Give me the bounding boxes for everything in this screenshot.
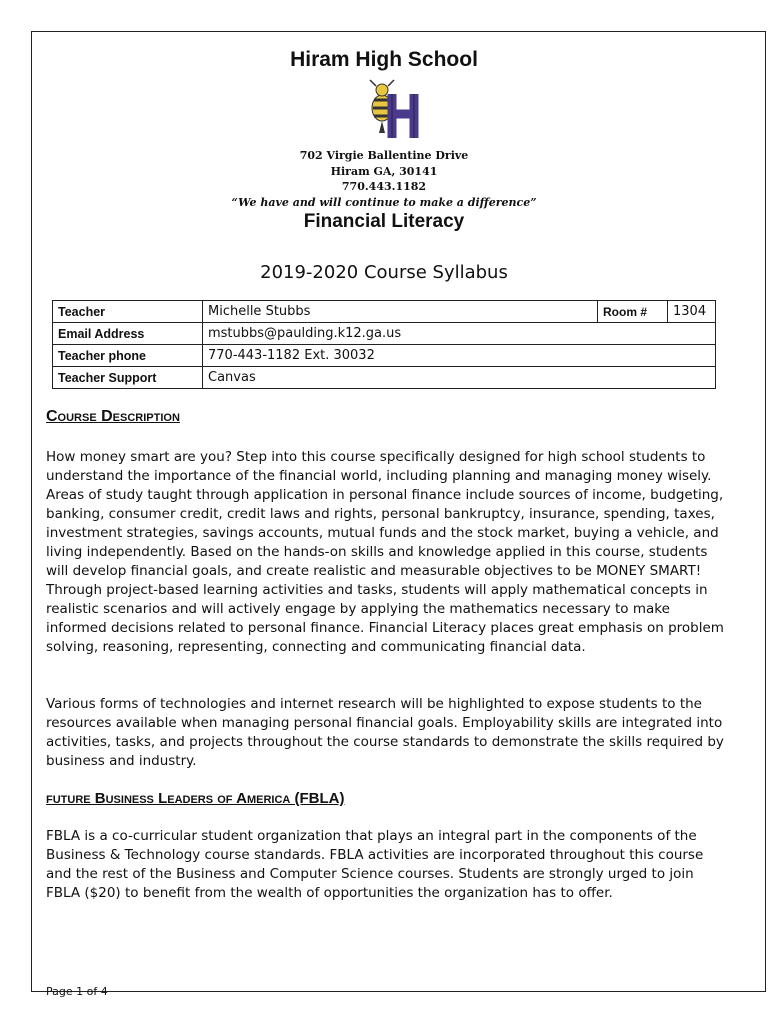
email-address[interactable]: mstubbs@paulding.k12.ga.us — [203, 323, 716, 345]
teacher-row — [53, 301, 716, 323]
support-label: Teacher Support — [53, 367, 203, 389]
teacher-name: Michelle Stubbs — [203, 301, 598, 323]
course-title: Financial Literacy — [303, 211, 465, 232]
school-address-block — [0, 148, 768, 210]
school-motto: “We have and will continue to make a difference” — [231, 195, 537, 209]
school-name: Hiram High School — [290, 48, 478, 71]
room-label: Room # — [598, 301, 668, 323]
city-line: Hiram GA, 30141 — [330, 164, 438, 178]
course-description-paragraph-1: How money smart are you? Step into this course specifically designed for high school students to understand the importance of the financial world, including planning and managing money wisely. Areas of study taught through application in personal finance include sources of income, budgeting, banking, consumer credit, credit laws and rights, personal bankruptcy, insurance, spending, taxes, investment strategies, savings accounts, mutual funds and the stock market, buying a vehicle, and living independently. Based on the hands-on skills and knowledge applied in this course, students will develop financial goals, and create realistic and measurable objectives to be MONEY SMART! Through project-based learning activities and tasks, students will apply mathematical concepts in realistic scenarios and will actively engage by applying the mathematics necessary to make informed decisions related to personal finance. Financial Literacy places great emphasis on problem solving, reasoning, representing, connecting and communicating financial data. — [46, 449, 724, 655]
teacher-support: Canvas — [203, 367, 716, 389]
school-phone: 770.443.1182 — [341, 180, 427, 193]
email-row — [53, 323, 716, 345]
street-address: 702 Virgie Ballentine Drive — [299, 149, 469, 162]
page-number: Page 1 of 4 — [46, 985, 108, 998]
support-row — [53, 367, 716, 389]
syllabus-title: 2019-2020 Course Syllabus — [260, 262, 508, 283]
phone-row — [53, 345, 716, 367]
teacher-info-table — [52, 300, 716, 389]
course-description-heading: Course Description — [46, 408, 180, 425]
course-description-paragraph-2: Various forms of technologies and internet research will be highlighted to expose students to the resources available when managing personal financial goals. Employability skills are integrated into activities, tasks, and projects throughout the course standards to demonstrate the skills required by business and industry. — [46, 696, 724, 769]
teacher-label: Teacher — [53, 301, 203, 323]
fbla-paragraph: FBLA is a co-curricular student organization that plays an integral part in the components of the Business & Technology course standards. FBLA activities are incorporated throughout this course and the rest of the Business and Computer Science courses. Students are strongly urged to join FBLA ($20) to benefit from the wealth of opportunities the organization has to offer. — [46, 828, 704, 901]
email-label: Email Address — [53, 323, 203, 345]
teacher-phone: 770-443-1182 Ext. 30032 — [203, 345, 716, 367]
fbla-heading: future Business Leaders of America (FBLA) — [46, 790, 345, 807]
phone-label: Teacher phone — [53, 345, 203, 367]
hornet-h-logo-icon — [352, 78, 422, 148]
room-number: 1304 — [668, 301, 716, 323]
